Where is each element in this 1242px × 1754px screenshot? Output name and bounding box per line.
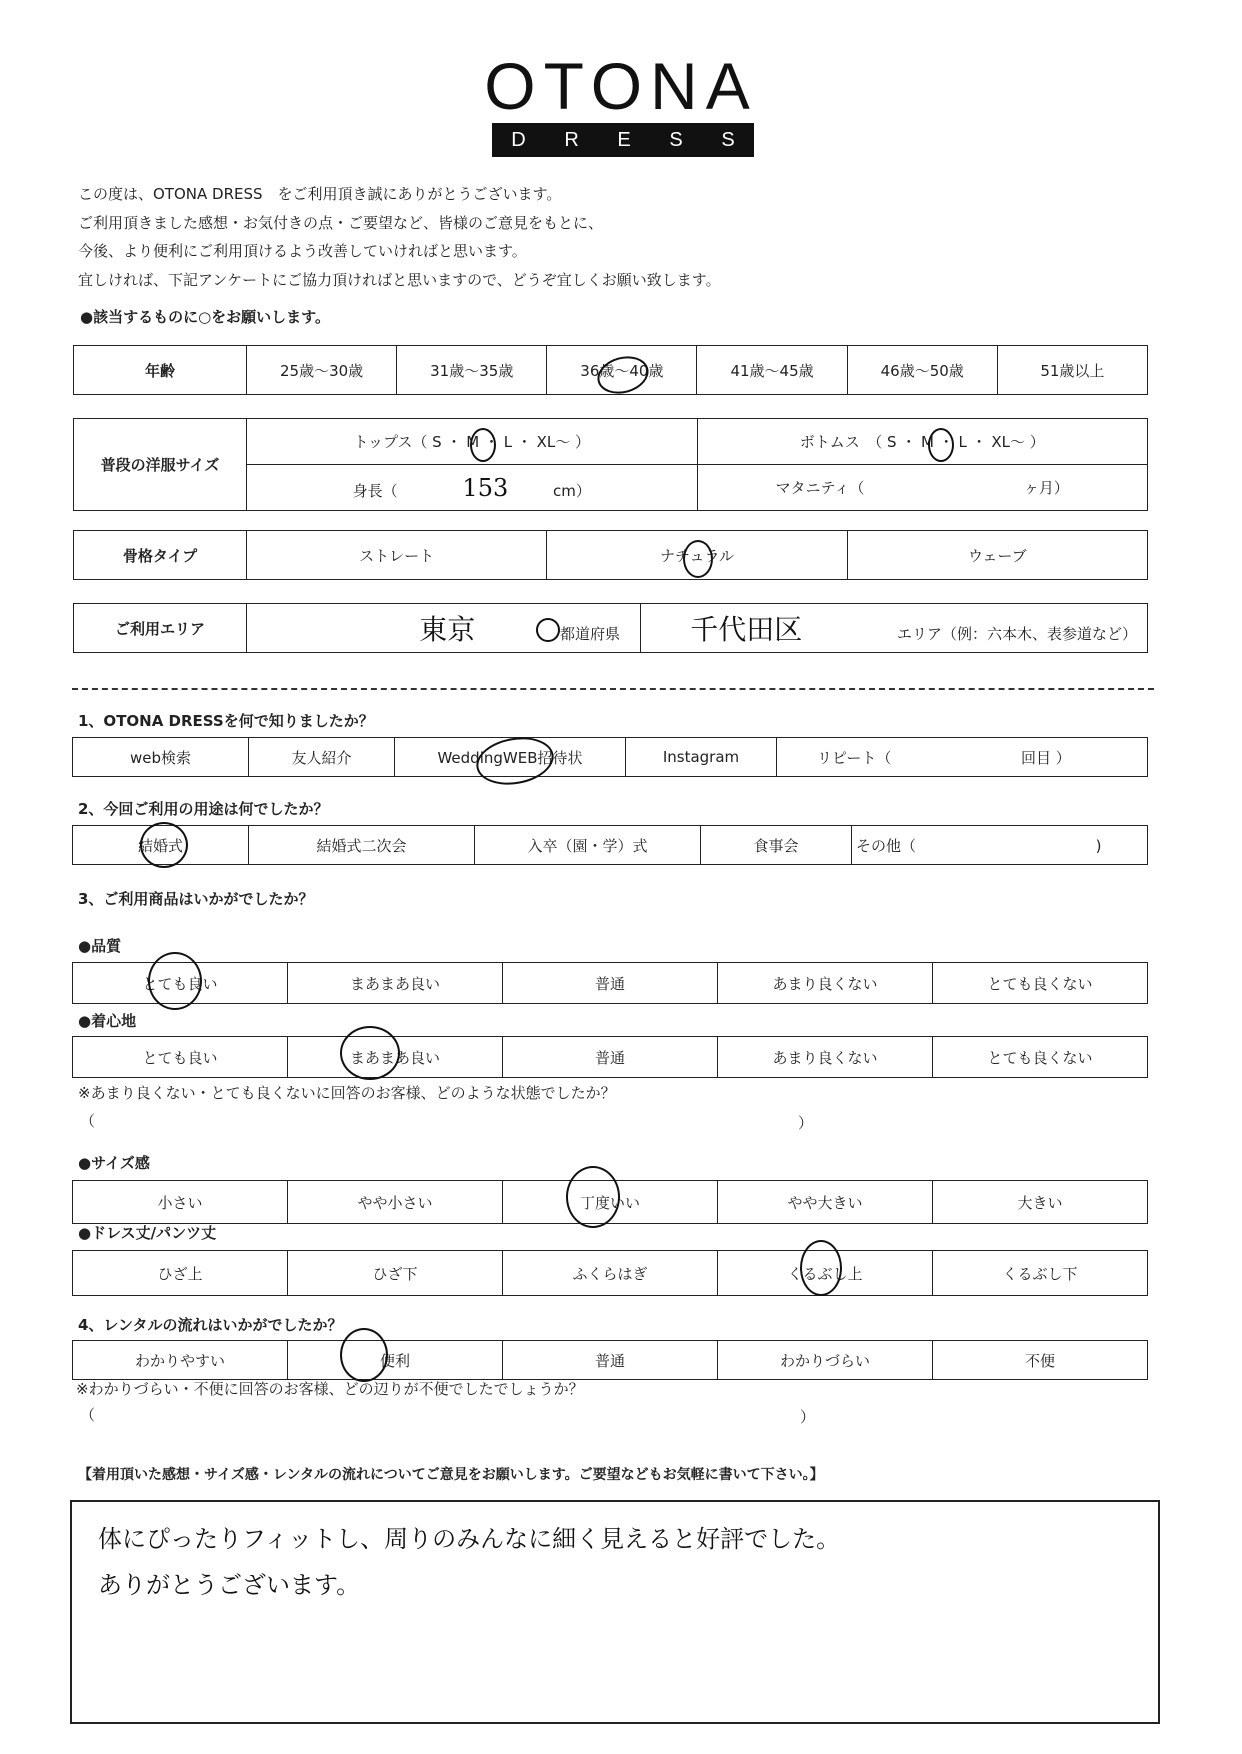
frame-type-option[interactable]: ナチュラル (547, 531, 847, 580)
q1-option-repeat[interactable] (777, 738, 1148, 777)
q4-note-open: （ (80, 1406, 96, 1424)
logo-letter: E (617, 128, 631, 151)
q4-option[interactable]: 便利 (288, 1341, 503, 1380)
height-unit: cm） (553, 481, 591, 500)
q4-option[interactable]: 不便 (933, 1341, 1148, 1380)
question-2-table (72, 825, 1148, 865)
length-option[interactable]: くるぶし上 (718, 1251, 933, 1296)
age-option[interactable]: 46歳～50歳 (847, 346, 997, 395)
intro-text (78, 180, 721, 294)
q2-option[interactable]: 食事会 (701, 826, 852, 865)
q4-option[interactable]: わかりづらい (718, 1341, 933, 1380)
question-4-title: 4、レンタルの流れはいかがでしたか？ (78, 1316, 343, 1334)
comfort-option[interactable]: まあまあ良い (288, 1037, 503, 1078)
length-option[interactable]: くるぶし下 (933, 1251, 1148, 1296)
quality-option[interactable]: とても良い (73, 963, 288, 1004)
comfort-option[interactable]: 普通 (503, 1037, 718, 1078)
length-option[interactable]: ひざ上 (73, 1251, 288, 1296)
fit-option[interactable]: 大きい (933, 1181, 1148, 1224)
selection-mark (566, 1166, 620, 1228)
maternity-field[interactable] (697, 465, 1148, 511)
fit-option[interactable]: やや大きい (718, 1181, 933, 1224)
bottoms-size-options[interactable]: ボトムス （ S ・ M ・ L ・ XL～ ） (697, 419, 1148, 465)
question-2-title: 2、今回ご利用の用途は何でしたか？ (78, 800, 329, 818)
frame-type-table (73, 530, 1148, 580)
quality-table (72, 962, 1148, 1004)
intro-line: この度は、OTONA DRESS をご利用頂き誠にありがとうございます。 (78, 185, 562, 203)
selection-mark (800, 1240, 842, 1296)
selection-mark (140, 822, 188, 868)
maternity-unit: ヶ月） (1023, 479, 1069, 497)
q4-option[interactable]: わかりやすい (73, 1341, 288, 1380)
height-field[interactable] (247, 465, 698, 511)
logo-letter: D (511, 128, 526, 151)
tops-size-options[interactable]: トップス（ S ・ M ・ L ・ XL～ ） (247, 419, 698, 465)
q2-option[interactable]: 結婚式二次会 (249, 826, 475, 865)
question-4-table (72, 1340, 1148, 1380)
height-value: 153 (462, 473, 509, 502)
selection-mark (148, 952, 202, 1010)
quality-option[interactable]: あまり良くない (718, 963, 933, 1004)
length-option[interactable]: ふくらはぎ (503, 1251, 718, 1296)
q1-option[interactable]: 友人紹介 (249, 738, 395, 777)
length-option[interactable]: ひざ下 (288, 1251, 503, 1296)
prefecture-value: 東京 (419, 613, 476, 646)
logo-letter: S (669, 128, 683, 151)
maternity-label: マタニティ（ (775, 479, 865, 497)
quality-option[interactable]: 普通 (503, 963, 718, 1004)
comment-title: 【着用頂いた感想・サイズ感・レンタルの流れについてご意見をお願いします。ご要望などもお気軽に書いて下さい。】 (78, 1467, 824, 1483)
q1-option[interactable]: web検索 (73, 738, 249, 777)
selection-mark (928, 428, 954, 462)
q4-option[interactable]: 普通 (503, 1341, 718, 1380)
comfort-note: ※あまり良くない・とても良くないに回答のお客様、どのような状態でしたか？ (78, 1084, 616, 1102)
age-option[interactable]: 31歳～35歳 (397, 346, 547, 395)
comment-line: 体にぴったりフィットし、周りのみんなに細く見えると好評でした。 (98, 1525, 841, 1553)
frame-type-option[interactable]: ストレート (247, 531, 547, 580)
q2-option[interactable]: 結婚式 (73, 826, 249, 865)
question-3-title: 3、ご利用商品はいかがでしたか？ (78, 890, 314, 908)
intro-line: 今後、より便利にご利用頂けるよう改善していければと思います。 (78, 242, 527, 260)
fit-option[interactable]: 丁度いい (503, 1181, 718, 1224)
area-table (73, 603, 1148, 653)
length-table (72, 1250, 1148, 1296)
comfort-option[interactable]: とても良くない (933, 1037, 1148, 1078)
intro-line: ご利用頂きました感想・お気付きの点・ご要望など、皆様のご意見をもとに、 (78, 213, 604, 232)
age-option[interactable]: 41歳～45歳 (697, 346, 847, 395)
comfort-note-open: （ (80, 1112, 96, 1130)
q2-option-other[interactable] (852, 826, 1148, 865)
question-1-title: 1、OTONA DRESSを何で知りましたか？ (78, 712, 374, 730)
area-label: ご利用エリア (74, 604, 247, 653)
age-option[interactable]: 51歳以上 (997, 346, 1147, 395)
logo-subtitle-bar (492, 123, 754, 157)
selection-mark (470, 428, 496, 462)
age-label: 年齢 (74, 346, 247, 395)
frame-type-option[interactable]: ウェーブ (847, 531, 1147, 580)
size-label: 普段の洋服サイズ (74, 419, 247, 511)
question-1-table (72, 737, 1148, 777)
q2-option[interactable]: 入卒（園・学）式 (475, 826, 701, 865)
fit-label: ●サイズ感 (78, 1154, 150, 1172)
comfort-table (72, 1036, 1148, 1078)
logo-title: OTONA (484, 49, 758, 123)
city-area-field[interactable] (641, 604, 1148, 653)
quality-option[interactable]: とても良くない (933, 963, 1148, 1004)
q4-note: ※わかりづらい・不便に回答のお客様、どの辺りが不便でしたでしょうか？ (76, 1380, 584, 1398)
selection-mark (340, 1026, 400, 1080)
other-close: ) (1095, 836, 1102, 855)
q1-option[interactable]: Instagram (626, 738, 777, 777)
frame-type-label: 骨格タイプ (74, 531, 247, 580)
fit-option[interactable]: 小さい (73, 1181, 288, 1224)
age-option[interactable]: 36歳～40歳 (547, 346, 697, 395)
q4-note-close: ） (800, 1408, 816, 1426)
repeat-unit: 回目 ） (1020, 748, 1071, 767)
instruction: ●該当するものに○をお願いします。 (80, 308, 330, 326)
q1-option[interactable]: WeddingWEB招待状 (395, 738, 626, 777)
other-label: その他（ (856, 836, 917, 855)
comfort-option[interactable]: あまり良くない (718, 1037, 933, 1078)
comfort-note-close: ） (798, 1114, 814, 1132)
fit-option[interactable]: やや小さい (288, 1181, 503, 1224)
length-label: ●ドレス丈/パンツ丈 (78, 1224, 217, 1242)
selection-mark (683, 540, 713, 578)
size-table (73, 418, 1148, 511)
repeat-label: リピート（ (817, 748, 892, 767)
age-option[interactable]: 25歳～30歳 (247, 346, 397, 395)
city-area-value: 千代田区 (690, 613, 803, 646)
city-area-label: エリア（例：六本木、表参道など） (896, 625, 1137, 643)
logo-letter: S (721, 128, 735, 151)
comment-text (98, 1516, 840, 1608)
selection-mark (536, 618, 560, 642)
divider (72, 688, 1154, 690)
height-label: 身長（ (352, 481, 398, 500)
prefecture-field[interactable] (247, 604, 641, 653)
quality-option[interactable]: まあまあ良い (288, 963, 503, 1004)
selection-mark (340, 1328, 388, 1382)
intro-line: 宜しければ、下記アンケートにご協力頂ければと思いますので、どうぞ宜しくお願い致します。 (78, 270, 721, 289)
comment-line: ありがとうございます。 (98, 1571, 361, 1599)
logo-letter: R (564, 128, 579, 151)
comfort-label: ●着心地 (78, 1012, 137, 1030)
quality-label: ●品質 (78, 937, 122, 955)
prefecture-label: 都道府県 (559, 625, 620, 643)
comfort-option[interactable]: とても良い (73, 1037, 288, 1078)
